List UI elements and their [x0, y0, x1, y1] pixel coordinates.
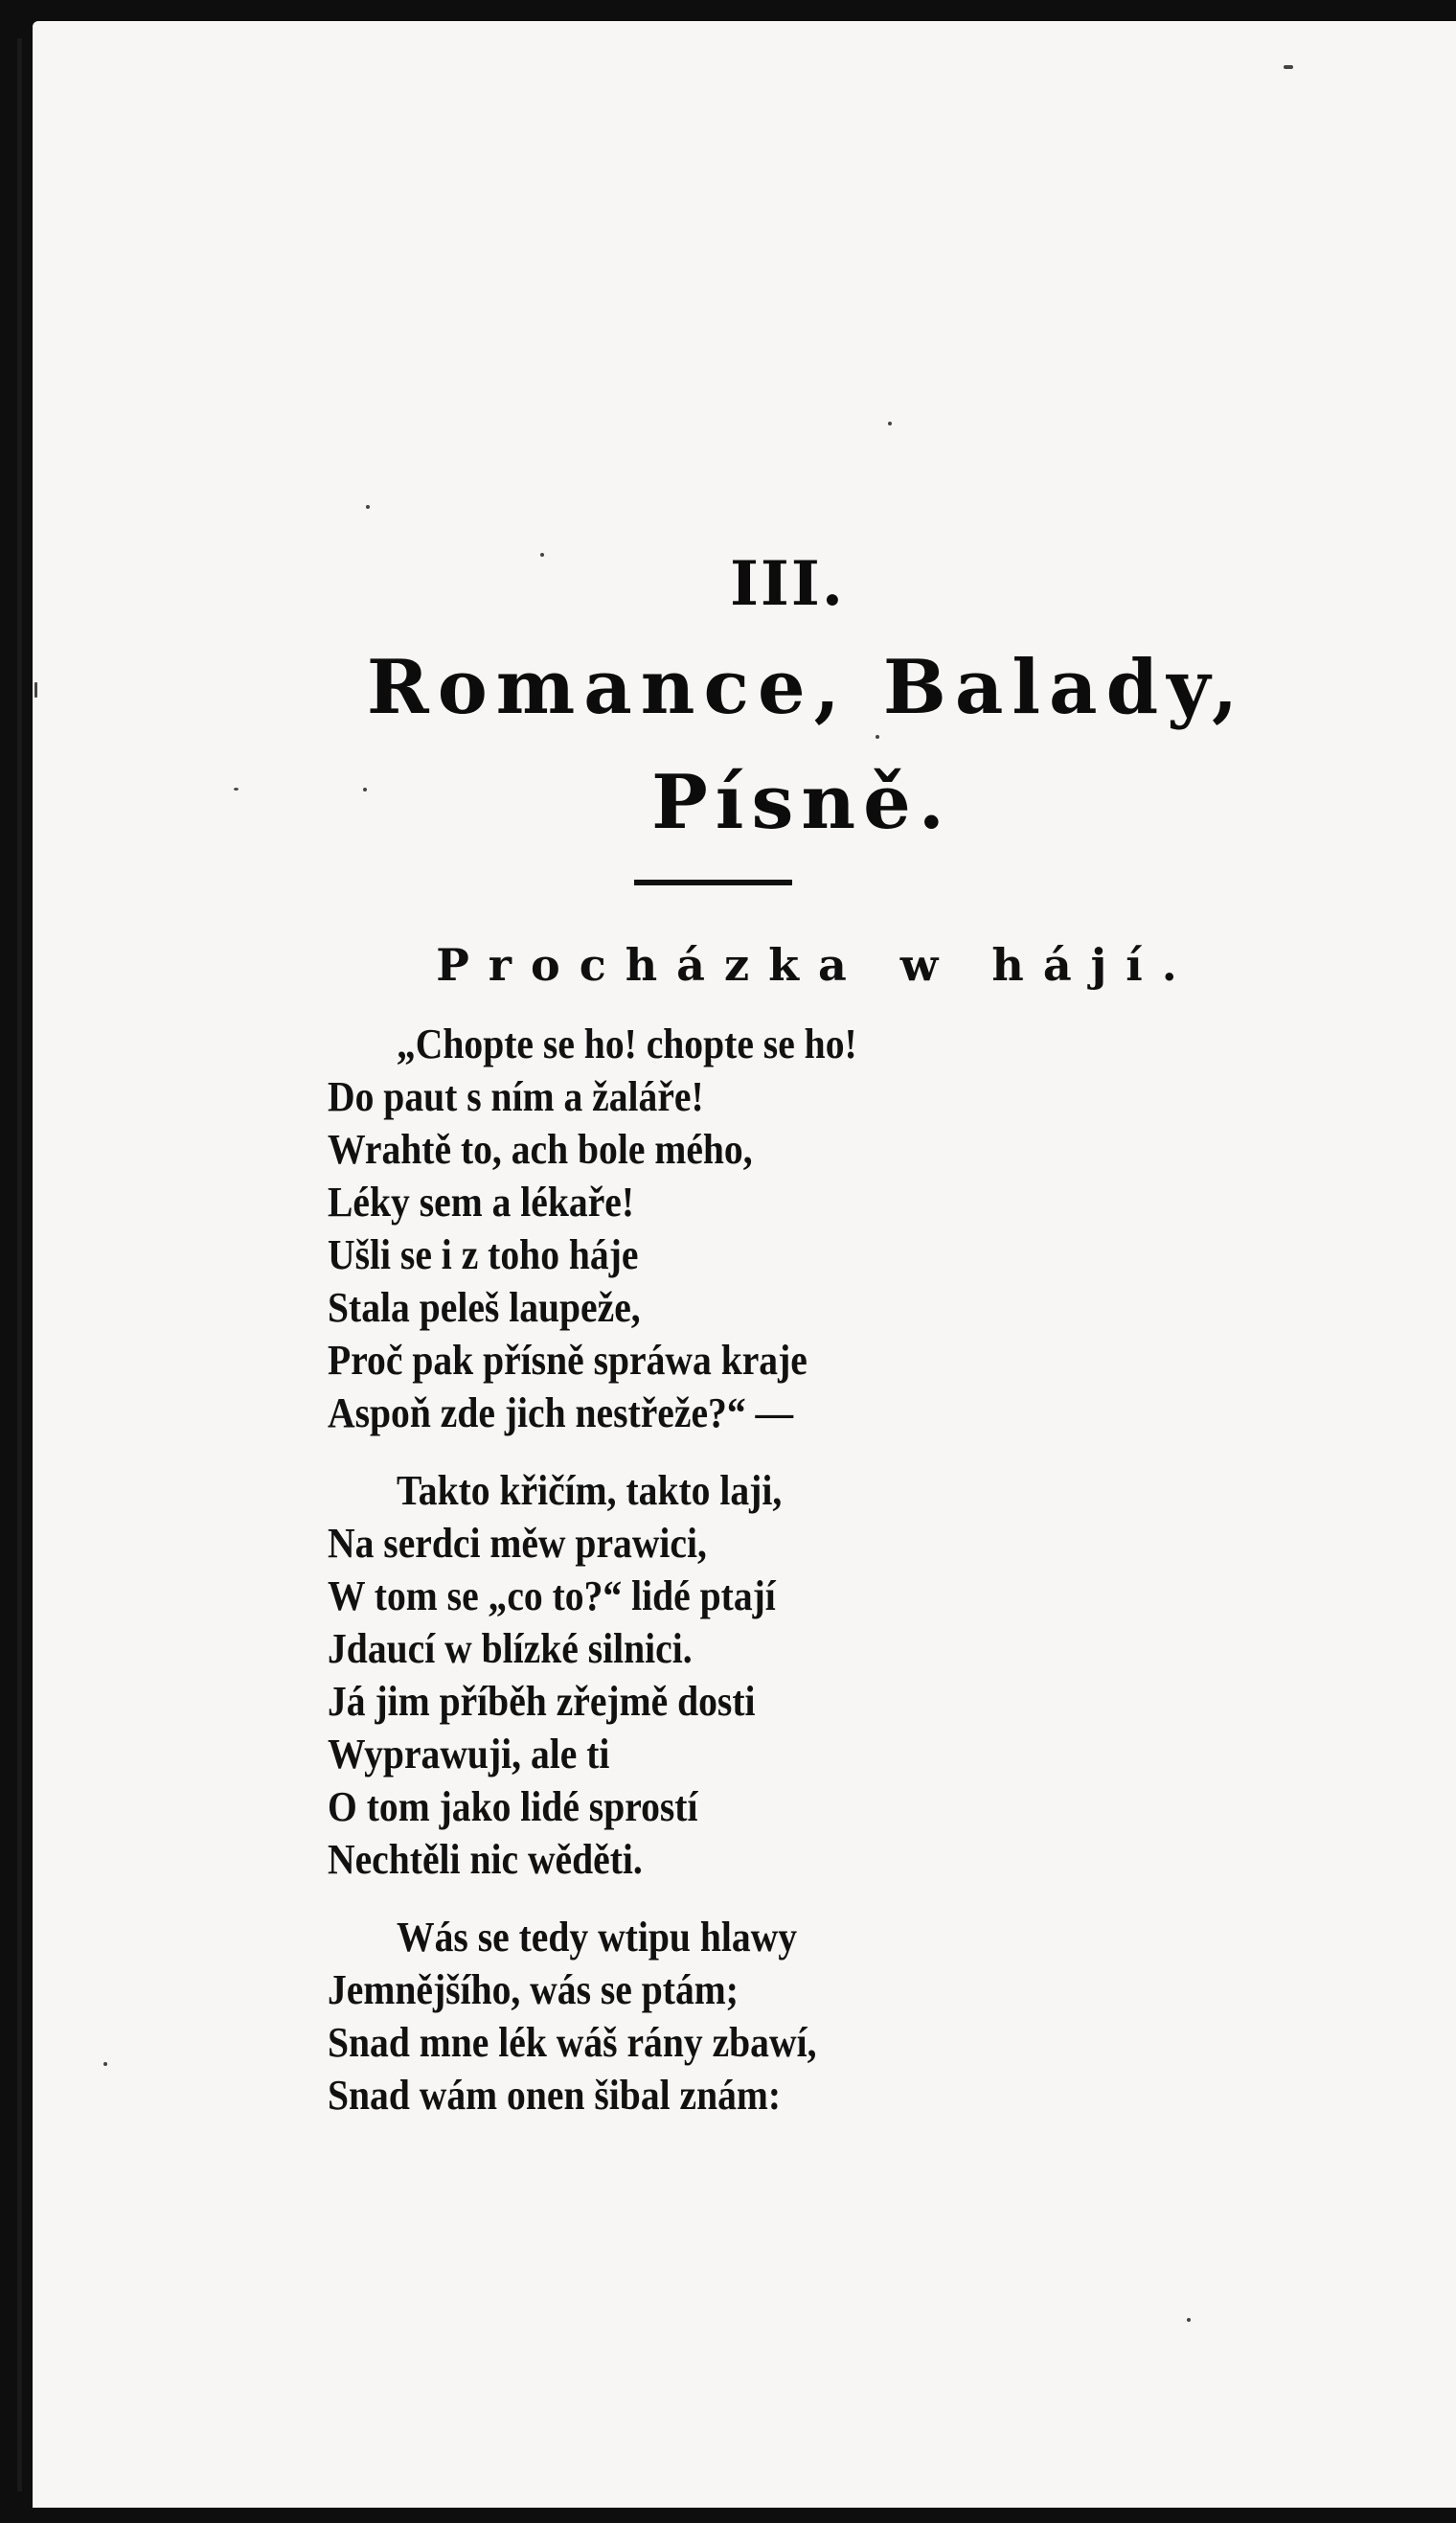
scan-speck — [103, 2062, 107, 2066]
poem-line: Ušli se i z toho háje — [328, 1231, 639, 1278]
poem-line: Jemnějšího, wás se ptám; — [328, 1966, 739, 2013]
poem-line: Aspoň zde jich nestřeže?“ — — [328, 1389, 794, 1436]
poem-line: Léky sem a lékaře! — [328, 1179, 635, 1226]
poem-line: Jdaucí w blízké silnici. — [328, 1625, 693, 1672]
poem-line: O tom jako lidé sprostí — [328, 1783, 698, 1830]
chapter-subtitle: Písně. — [651, 759, 952, 846]
stanza — [328, 1911, 1190, 2122]
poem-line: Snad mne lék wáš rány zbawí, — [328, 2019, 817, 2066]
scan-speck — [876, 735, 879, 739]
poem-line: W tom se „co to?“ lidé ptají — [328, 1572, 776, 1619]
poem-line: Takto křičím, takto laji, — [397, 1467, 783, 1514]
chapter-title: Romance, Balady, — [366, 644, 1247, 731]
poem-line: „Chopte se ho! chopte se ho! — [397, 1021, 857, 1067]
section-number: III. — [729, 548, 846, 620]
scan-speck — [1284, 65, 1293, 69]
stanza — [328, 1018, 1190, 1439]
poem-line: Do paut s ním a žaláře! — [328, 1073, 704, 1120]
book-page — [33, 21, 1456, 2508]
poem-line: Stala peleš laupeže, — [328, 1284, 641, 1331]
scan-speck — [1187, 2318, 1191, 2322]
poem-line: Nechtěli nic wěděti. — [328, 1836, 643, 1883]
poem-line: Wás se tedy wtipu hlawy — [397, 1914, 798, 1961]
scan-speck — [366, 505, 370, 509]
poem-line: Wrahtě to, ach bole mého, — [328, 1126, 753, 1173]
poem-line: Já jim příběh zřejmě dosti — [328, 1678, 756, 1725]
stanza — [328, 1464, 1190, 1886]
scan-speck — [888, 422, 892, 425]
poem-body — [328, 1018, 1190, 2146]
poem-line: Snad wám onen šibal znám: — [328, 2072, 782, 2119]
poem-line: Na serdci měw prawici, — [328, 1520, 707, 1567]
poem-title: Procházka w hájí. — [436, 939, 1196, 991]
binding-edge-line — [17, 38, 22, 2491]
poem-line: Proč pak přísně spráwa kraje — [328, 1337, 808, 1384]
poem-line: Wyprawuji, ale ti — [328, 1731, 610, 1778]
decorative-rule — [634, 880, 792, 885]
